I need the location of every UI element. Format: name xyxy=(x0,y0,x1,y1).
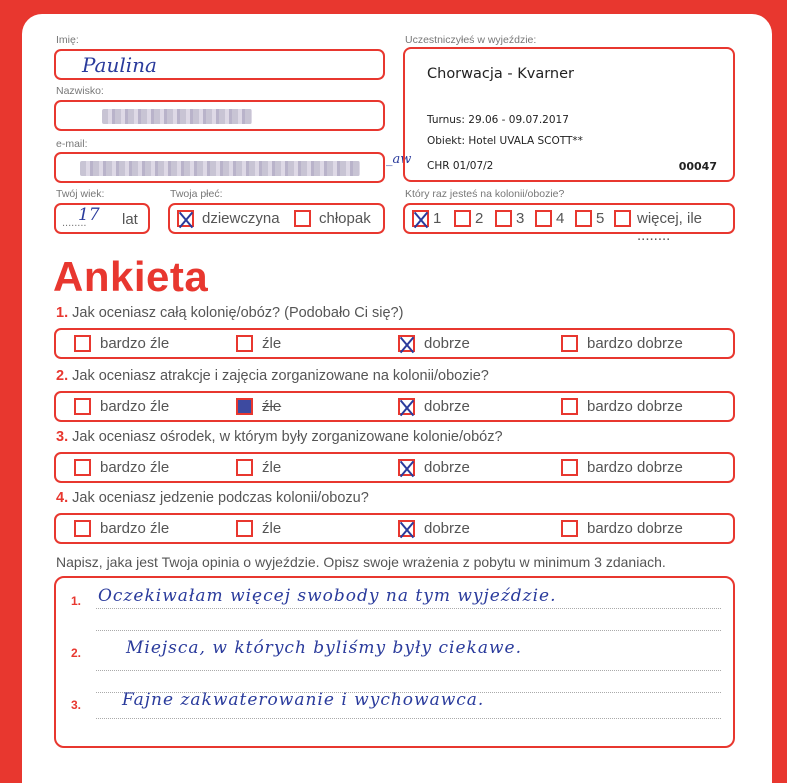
age-unit: lat xyxy=(122,211,138,228)
answer-row-3 xyxy=(54,452,735,483)
question-text: Jak oceniasz jedzenie podczas kolonii/obozu? xyxy=(72,490,369,506)
rating-option-label: bardzo źle xyxy=(100,398,170,415)
answer-line xyxy=(96,630,721,631)
trip-name: Chorwacja - Kvarner xyxy=(427,66,574,82)
answer-1: Oczekiwałam więcej swobody na tym wyjeździe. xyxy=(98,586,557,606)
surname-field[interactable] xyxy=(54,100,385,131)
redacted-email xyxy=(80,161,360,176)
rating-option-label: bardzo źle xyxy=(100,520,170,537)
gender-label: Twoja płeć: xyxy=(170,188,223,200)
question-text: Jak oceniasz atrakcje i zajęcia zorganizowane na kolonii/obozie? xyxy=(72,368,489,384)
age-dots: ........ xyxy=(62,217,87,229)
name-value: Paulina xyxy=(82,53,157,77)
gender-option-girl: dziewczyna xyxy=(202,210,280,227)
question-2 xyxy=(56,368,489,384)
rating-checkbox[interactable] xyxy=(74,335,91,352)
question-number: 2. xyxy=(56,368,69,384)
rating-checkbox[interactable] xyxy=(74,398,91,415)
rating-checkbox[interactable] xyxy=(74,520,91,537)
rating-option-label: dobrze xyxy=(424,398,470,415)
times-checkbox-3[interactable] xyxy=(495,210,512,227)
rating-checkbox[interactable] xyxy=(236,398,253,415)
times-checkbox-2[interactable] xyxy=(454,210,471,227)
times-checkbox-4[interactable] xyxy=(535,210,552,227)
rating-option-label: bardzo dobrze xyxy=(587,520,683,537)
times-field xyxy=(403,203,735,244)
answer-line xyxy=(96,608,721,609)
trip-ticket xyxy=(403,47,735,182)
redacted-surname xyxy=(102,109,252,124)
times-checkbox-more[interactable] xyxy=(614,210,631,227)
trip-number: 00047 xyxy=(678,160,717,173)
rating-option-label: źle xyxy=(262,398,282,415)
rating-checkbox[interactable] xyxy=(561,335,578,352)
question-text: Jak oceniasz całą kolonię/obóz? (Podobało Ci się?) xyxy=(72,305,404,321)
times-option-5: 5 xyxy=(596,210,605,227)
times-checkbox-5[interactable] xyxy=(575,210,592,227)
survey-title: Ankieta xyxy=(53,253,209,300)
name-label: Imię: xyxy=(56,34,79,46)
age-value: 17 xyxy=(78,205,100,225)
answer-line xyxy=(96,718,721,719)
question-4 xyxy=(56,490,369,506)
rating-option-label: dobrze xyxy=(424,520,470,537)
trip-code: CHR 01/07/2 xyxy=(427,160,494,172)
answer-line xyxy=(96,670,721,671)
gender-option-boy: chłopak xyxy=(319,210,371,227)
email-field[interactable] xyxy=(54,152,385,183)
age-field[interactable] xyxy=(54,203,150,234)
rating-option-label: źle xyxy=(262,335,282,352)
times-option-3: 3 xyxy=(516,210,525,227)
email-suffix: _aw xyxy=(386,152,412,167)
age-label: Twój wiek: xyxy=(56,188,105,200)
rating-checkbox[interactable] xyxy=(561,520,578,537)
surname-label: Nazwisko: xyxy=(56,85,104,97)
answer-number-3: 3. xyxy=(71,698,82,712)
trip-obiekt: Obiekt: Hotel UVALA SCOTT** xyxy=(427,135,583,147)
trip-turnus: Turnus: 29.06 - 09.07.2017 xyxy=(427,114,569,126)
email-label: e-mail: xyxy=(56,138,88,150)
answer-number-2: 2. xyxy=(71,646,82,660)
rating-checkbox[interactable] xyxy=(398,398,415,415)
rating-option-label: dobrze xyxy=(424,459,470,476)
rating-option-label: bardzo źle xyxy=(100,459,170,476)
rating-option-label: dobrze xyxy=(424,335,470,352)
answer-number-1: 1. xyxy=(71,594,82,608)
question-1 xyxy=(56,305,403,321)
rating-checkbox[interactable] xyxy=(398,459,415,476)
answer-row-1 xyxy=(54,328,735,359)
answer-row-4 xyxy=(54,513,735,544)
question-number: 4. xyxy=(56,490,69,506)
rating-option-label: bardzo źle xyxy=(100,335,170,352)
question-number: 1. xyxy=(56,305,69,321)
times-option-2: 2 xyxy=(475,210,484,227)
trip-label: Uczestniczyłeś w wyjeździe: xyxy=(405,34,537,46)
answer-2: Miejsca, w których byliśmy były ciekawe. xyxy=(126,638,522,658)
rating-checkbox[interactable] xyxy=(74,459,91,476)
rating-checkbox[interactable] xyxy=(236,520,253,537)
times-checkbox-1[interactable] xyxy=(412,210,429,227)
rating-checkbox[interactable] xyxy=(236,459,253,476)
rating-option-label: źle xyxy=(262,520,282,537)
times-option-more: więcej, ile ........ xyxy=(637,210,703,244)
answer-row-2 xyxy=(54,391,735,422)
rating-option-label: bardzo dobrze xyxy=(587,335,683,352)
rating-checkbox[interactable] xyxy=(398,520,415,537)
rating-option-label: bardzo dobrze xyxy=(587,459,683,476)
opinion-prompt: Napisz, jaka jest Twoja opinia o wyjeździe. Opisz swoje wrażenia z pobytu w minimum 3 zdaniach. xyxy=(56,554,666,570)
rating-checkbox[interactable] xyxy=(398,335,415,352)
question-3 xyxy=(56,429,503,445)
question-number: 3. xyxy=(56,429,69,445)
times-option-1: 1 xyxy=(433,210,442,227)
gender-checkbox-girl[interactable] xyxy=(177,210,194,227)
name-field[interactable] xyxy=(54,49,385,80)
question-text: Jak oceniasz ośrodek, w którym były zorganizowane kolonie/obóz? xyxy=(72,429,503,445)
gender-checkbox-boy[interactable] xyxy=(294,210,311,227)
rating-checkbox[interactable] xyxy=(561,398,578,415)
rating-checkbox[interactable] xyxy=(561,459,578,476)
rating-option-label: źle xyxy=(262,459,282,476)
times-option-4: 4 xyxy=(556,210,565,227)
rating-checkbox[interactable] xyxy=(236,335,253,352)
times-label: Który raz jesteś na kolonii/obozie? xyxy=(405,188,565,200)
gender-field xyxy=(168,203,385,234)
rating-option-label: bardzo dobrze xyxy=(587,398,683,415)
opinion-box[interactable] xyxy=(54,576,735,748)
answer-3: Fajne zakwaterowanie i wychowawca. xyxy=(122,690,485,710)
